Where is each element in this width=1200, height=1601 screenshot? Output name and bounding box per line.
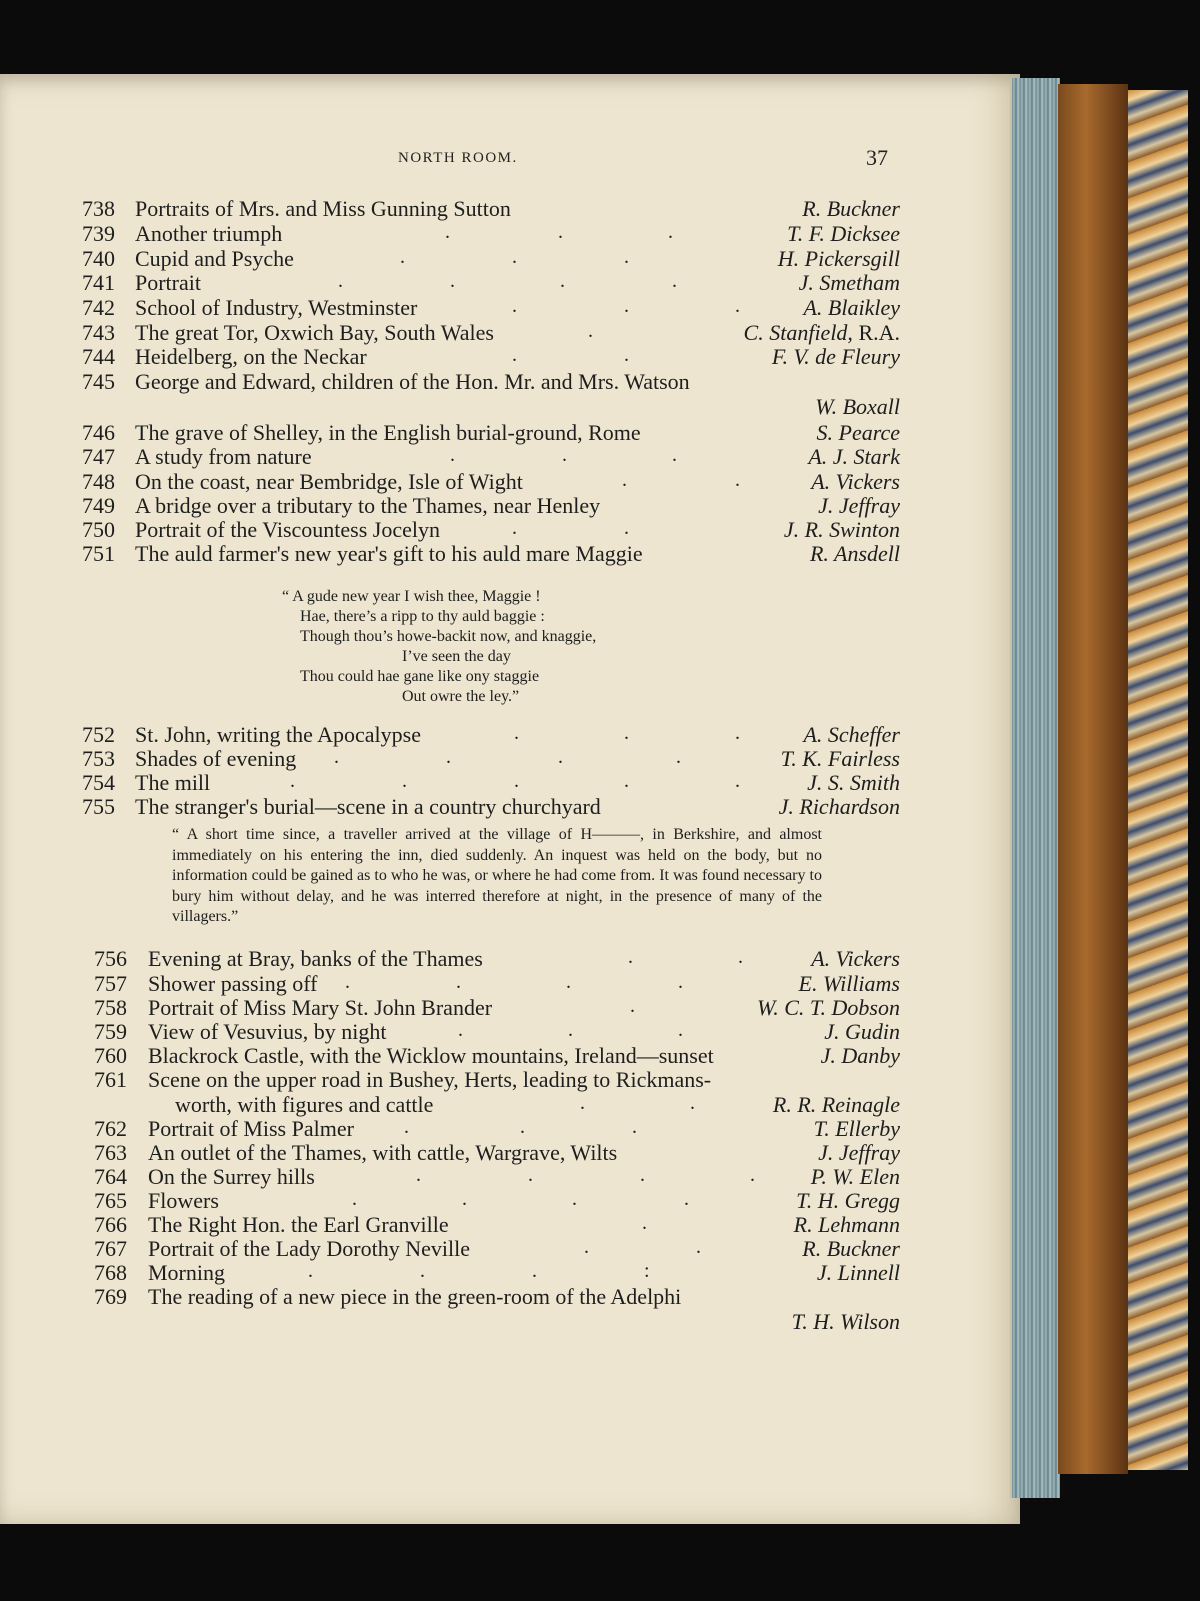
entry-number: 746 [82, 420, 115, 445]
catalogue-entry [0, 794, 1020, 820]
leader-dots: . [588, 320, 593, 342]
leader-dots: . [450, 444, 455, 466]
catalogue-entry [0, 1019, 1020, 1045]
entry-title-continuation: worth, with figures and cattle [175, 1092, 434, 1117]
catalogue-entry-continuation [0, 1092, 1020, 1118]
catalogue-entry [0, 946, 1020, 972]
leader-dots: . [462, 1188, 467, 1210]
leader-dots: . [512, 517, 517, 539]
entry-title: View of Vesuvius, by night [148, 1019, 387, 1044]
leader-dots: . [630, 995, 635, 1017]
catalogue-entry [0, 320, 1020, 346]
entry-number: 754 [82, 770, 115, 795]
entry-number: 760 [94, 1043, 127, 1068]
entry-artist: J. Danby [820, 1043, 900, 1068]
entry-number: 752 [82, 722, 115, 747]
entry-artist: W. C. T. Dobson [756, 995, 900, 1020]
catalogue-entry [0, 1212, 1020, 1238]
leader-dots: . [520, 1116, 525, 1138]
leader-dots: . [632, 1116, 637, 1138]
catalogue-entry [0, 1260, 1020, 1286]
entry-number: 741 [82, 270, 115, 295]
verse-line: Out owre the ley.” [402, 688, 520, 705]
leader-dots: . [334, 746, 339, 768]
entry-title: Shades of evening [135, 746, 297, 771]
artist-name: C. Stanfield, [743, 320, 853, 345]
verse-line: Though thou’s howe-backit now, and knaggie, [300, 628, 597, 645]
entry-artist: J. Smetham [798, 270, 900, 295]
catalogue-entry [0, 1164, 1020, 1190]
entry-title: St. John, writing the Apocalypse [135, 722, 421, 747]
leader-dots: . [308, 1260, 313, 1282]
entry-title: The grave of Shelley, in the English burial-ground, Rome [135, 420, 641, 445]
entry-number: 740 [82, 246, 115, 271]
leader-dots: . [642, 1212, 647, 1234]
entry-number: 757 [94, 971, 127, 996]
entry-note: “ A short time since, a traveller arrived at the village of H———, in Berkshire, and almost immediately on his entering the inn, died suddenly. An inquest was held on the body, but no information could be gained as to who he was, or where he had come from. It was found necessary to bury him without delay, and he was interred therefore at night, in the presence of many of the villagers.” [172, 826, 822, 925]
entry-title: George and Edward, children of the Hon. Mr. and Mrs. Watson [135, 369, 690, 394]
entry-artist: A. Blaikley [803, 295, 900, 320]
leader-dots: . [512, 344, 517, 366]
leader-dots: . [672, 444, 677, 466]
entry-number: 762 [94, 1116, 127, 1141]
catalogue-entry [0, 270, 1020, 296]
catalogue-entry [0, 420, 1020, 446]
catalogue-entry [0, 770, 1020, 796]
leader-dots: . [445, 221, 450, 243]
leader-dots: . [640, 1164, 645, 1186]
book-cover [1058, 84, 1128, 1474]
entry-title: Portrait of Miss Mary St. John Brander [148, 995, 493, 1020]
leader-dots: . [338, 270, 343, 292]
page-number: 37 [866, 145, 888, 170]
entry-artist: F. V. de Fleury [771, 344, 900, 369]
entry-title: The auld farmer's new year's gift to his auld mare Maggie [135, 541, 643, 566]
entry-title: The great Tor, Oxwich Bay, South Wales [135, 320, 494, 345]
entry-number: 749 [82, 493, 115, 518]
entry-artist [744, 320, 900, 346]
entry-artist: J. Jeffray [818, 493, 900, 518]
leader-dots: . [690, 1092, 695, 1114]
entry-title: The stranger's burial—scene in a country churchyard [135, 794, 601, 819]
leader-dots: . [566, 971, 571, 993]
entry-number: 744 [82, 344, 115, 369]
running-head: NORTH ROOM. [398, 150, 518, 166]
entry-title: Another triumph [135, 221, 283, 246]
entry-number: 745 [82, 369, 115, 394]
entry-artist: S. Pearce [816, 420, 900, 445]
entry-artist: T. K. Fairless [780, 746, 900, 771]
leader-dots: . [400, 246, 405, 268]
catalogue-entry [0, 344, 1020, 370]
leader-dots: . [584, 1236, 589, 1258]
leader-dots: . [514, 722, 519, 744]
leader-dots: . [420, 1260, 425, 1282]
catalogue-entry [0, 1188, 1020, 1214]
entry-number: 764 [94, 1164, 127, 1189]
entry-title: An outlet of the Thames, with cattle, Wargrave, Wilts [148, 1140, 618, 1165]
entry-artist: R. Ansdell [809, 541, 900, 566]
entry-title: The mill [135, 770, 211, 795]
leader-dots: . [624, 344, 629, 366]
verse-line: Thou could hae gane like ony staggie [300, 668, 540, 685]
entry-number: 761 [94, 1067, 127, 1092]
leader-dots: . [678, 971, 683, 993]
entry-title: Flowers [148, 1188, 219, 1213]
entry-artist: E. Williams [798, 971, 900, 996]
entry-title: Scene on the upper road in Bushey, Herts, leading to Rickmans- [148, 1067, 712, 1092]
leader-dots: . [696, 1236, 701, 1258]
entry-number: 759 [94, 1019, 127, 1044]
entry-number: 755 [82, 794, 115, 819]
entry-number: 742 [82, 295, 115, 320]
leader-dots: . [345, 971, 350, 993]
entry-artist: J. R. Swinton [783, 517, 900, 542]
entry-title: Blackrock Castle, with the Wicklow mountains, Ireland—sunset [148, 1043, 714, 1068]
leader-dots: . [450, 270, 455, 292]
catalogue-entry [0, 1043, 1020, 1069]
catalogue-entry [0, 246, 1020, 272]
leader-dots: . [622, 469, 627, 491]
entry-title: A bridge over a tributary to the Thames, near Henley [135, 493, 601, 518]
entry-number: 756 [94, 946, 127, 971]
entry-number: 765 [94, 1188, 127, 1213]
leader-dots: . [514, 770, 519, 792]
entry-title: Cupid and Psyche [135, 246, 294, 271]
leader-dots: . [560, 270, 565, 292]
catalogue-entry [0, 369, 1020, 395]
catalogue-entry [0, 722, 1020, 748]
leader-dots: . [512, 246, 517, 268]
artist-honour: R.A. [858, 320, 900, 345]
entry-number: 753 [82, 746, 115, 771]
catalogue-entry [0, 746, 1020, 772]
entry-artist: A. Vickers [811, 946, 900, 971]
catalogue-entry [0, 493, 1020, 519]
entry-number: 747 [82, 444, 115, 469]
entry-artist: R. Buckner [802, 1236, 900, 1261]
entry-artist: A. Vickers [811, 469, 900, 494]
entry-artist: R. Lehmann [793, 1212, 900, 1237]
verse-line: Hae, there’s a ripp to thy auld baggie : [300, 608, 545, 625]
leader-dots: . [624, 770, 629, 792]
catalogue-entry [0, 196, 1020, 222]
entry-number: 766 [94, 1212, 127, 1237]
entry-number: 758 [94, 995, 127, 1020]
entry-artist: T. H. Gregg [796, 1188, 900, 1213]
entry-number: 748 [82, 469, 115, 494]
entry-artist: J. Richardson [778, 794, 900, 819]
entry-title: Evening at Bray, banks of the Thames [148, 946, 483, 971]
leader-dots: . [735, 770, 740, 792]
entry-number: 768 [94, 1260, 127, 1285]
entry-title: A study from nature [135, 444, 312, 469]
entry-artist: T. Ellerby [813, 1116, 900, 1141]
entry-number: 739 [82, 221, 115, 246]
marbled-endpaper [1128, 90, 1188, 1470]
catalogue-entry [0, 1284, 1020, 1310]
leader-dots: . [558, 746, 563, 768]
entry-title: Morning [148, 1260, 225, 1285]
leader-dots: . [416, 1164, 421, 1186]
entry-number: 751 [82, 541, 115, 566]
entry-title: On the Surrey hills [148, 1164, 315, 1189]
entry-artist: J. S. Smith [807, 770, 900, 795]
catalogue-entry [0, 444, 1020, 470]
catalogue-entry [0, 1140, 1020, 1166]
leader-dots: . [458, 1019, 463, 1041]
leader-dots: . [568, 1019, 573, 1041]
catalogue-entry [0, 295, 1020, 321]
entry-title: The Right Hon. the Earl Granville [148, 1212, 449, 1237]
leader-dots: . [512, 295, 517, 317]
entry-title: School of Industry, Westminster [135, 295, 418, 320]
catalogue-entry [0, 1236, 1020, 1262]
leader-dots: . [750, 1164, 755, 1186]
leader-dots: . [558, 221, 563, 243]
catalogue-entry [0, 995, 1020, 1021]
leader-dots: . [735, 722, 740, 744]
entry-title: On the coast, near Bembridge, Isle of Wight [135, 469, 523, 494]
leader-dots: . [624, 246, 629, 268]
leader-dots: . [735, 469, 740, 491]
leader-dots: . [572, 1188, 577, 1210]
leader-dots: : [644, 1260, 650, 1282]
catalogue-entry [0, 221, 1020, 247]
leader-dots: . [580, 1092, 585, 1114]
catalogue-entry [0, 541, 1020, 567]
verse-line: “ A gude new year I wish thee, Maggie ! [282, 588, 541, 605]
leader-dots: . [456, 971, 461, 993]
entry-title: Portrait [135, 270, 201, 295]
leader-dots: . [446, 746, 451, 768]
leader-dots: . [352, 1188, 357, 1210]
entry-artist: J. Jeffray [818, 1140, 900, 1165]
entry-number: 743 [82, 320, 115, 345]
entry-number: 767 [94, 1236, 127, 1261]
leader-dots: . [528, 1164, 533, 1186]
leader-dots: . [402, 770, 407, 792]
entry-title: Portraits of Mrs. and Miss Gunning Sutton [135, 196, 511, 221]
entry-artist: R. Buckner [802, 196, 900, 221]
leader-dots: . [628, 946, 633, 968]
catalogue-entry [0, 1067, 1020, 1093]
leader-dots: . [562, 444, 567, 466]
leader-dots: . [684, 1188, 689, 1210]
leader-dots: . [624, 722, 629, 744]
entry-title: Portrait of the Viscountess Jocelyn [135, 517, 441, 542]
leader-dots: . [624, 295, 629, 317]
entry-title: Heidelberg, on the Neckar [135, 344, 367, 369]
leader-dots: . [735, 295, 740, 317]
leader-dots: . [676, 746, 681, 768]
entry-title: Shower passing off [148, 971, 318, 996]
catalogue-entry [0, 971, 1020, 997]
entry-artist: P. W. Elen [810, 1164, 900, 1189]
entry-artist: H. Pickersgill [777, 246, 900, 271]
catalogue-entry [0, 1116, 1020, 1142]
entry-artist: R. R. Reinagle [772, 1092, 900, 1117]
catalogue-entry [0, 469, 1020, 495]
leader-dots: . [624, 517, 629, 539]
entry-artist: J. Linnell [816, 1260, 900, 1285]
leader-dots: . [404, 1116, 409, 1138]
entry-number: 769 [94, 1284, 127, 1309]
leader-dots: . [678, 1019, 683, 1041]
leader-dots: . [738, 946, 743, 968]
entry-number: 738 [82, 196, 115, 221]
entry-artist: T. H. Wilson [791, 1309, 900, 1334]
entry-title: Portrait of the Lady Dorothy Neville [148, 1236, 470, 1261]
entry-title: The reading of a new piece in the green-room of the Adelphi [148, 1284, 682, 1309]
leader-dots: . [672, 270, 677, 292]
entry-artist: W. Boxall [815, 394, 900, 419]
leader-dots: . [668, 221, 673, 243]
entry-artist: A. J. Stark [808, 444, 900, 469]
catalogue-entry [0, 517, 1020, 543]
catalogue-entry-artist-line [0, 394, 1020, 420]
leader-dots: . [532, 1260, 537, 1282]
entry-artist: A. Scheffer [803, 722, 900, 747]
leader-dots: . [290, 770, 295, 792]
entry-title: Portrait of Miss Palmer [148, 1116, 354, 1141]
entry-number: 763 [94, 1140, 127, 1165]
entry-number: 750 [82, 517, 115, 542]
entry-artist: J. Gudin [824, 1019, 900, 1044]
entry-artist: T. F. Dicksee [787, 221, 900, 246]
catalogue-entry-artist-line [0, 1309, 1020, 1335]
verse-line: I’ve seen the day [402, 648, 511, 665]
